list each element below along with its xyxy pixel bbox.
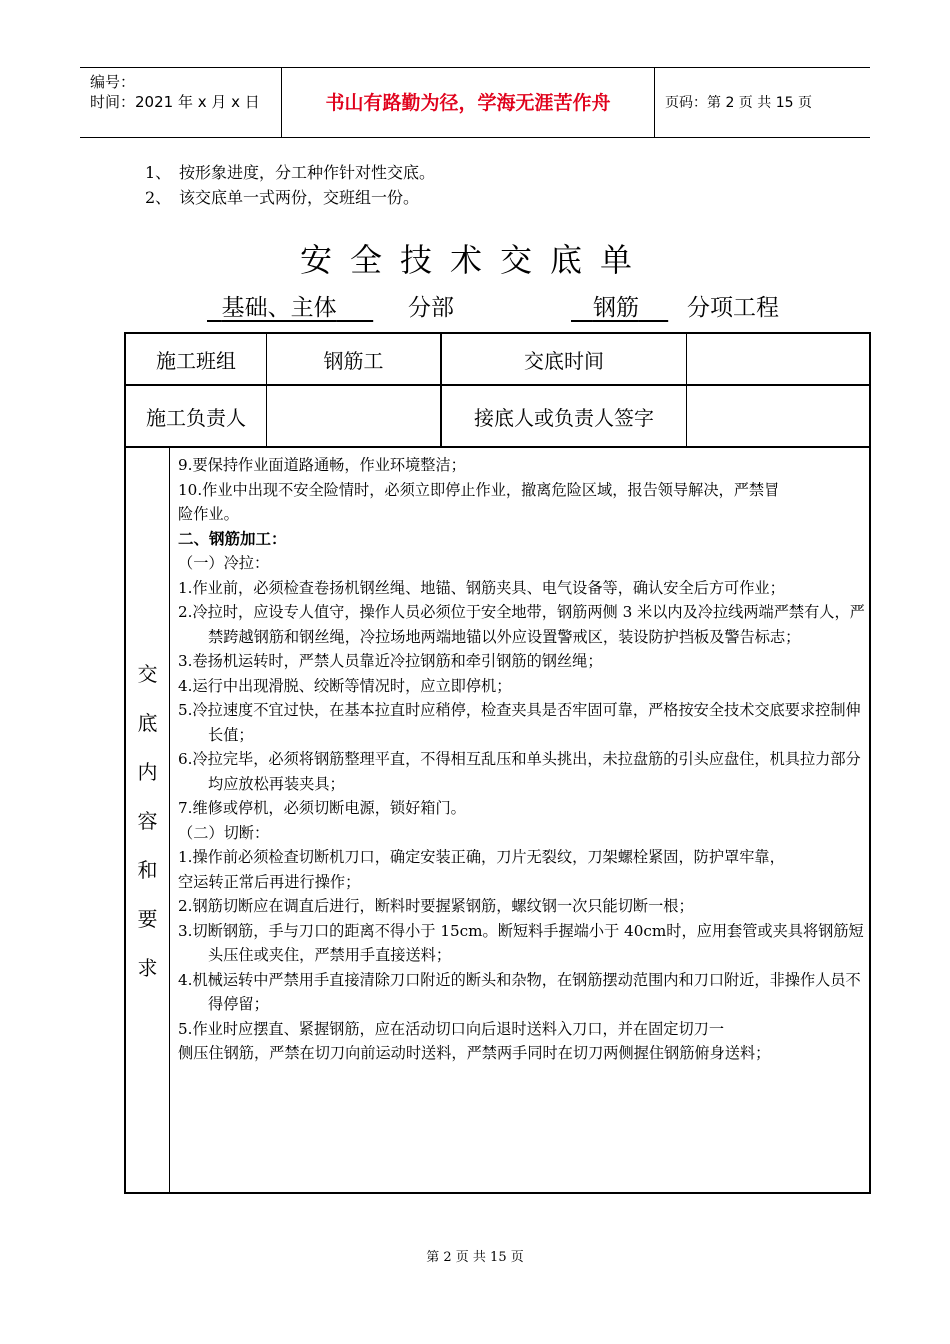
time-label: 交底时间: [524, 348, 604, 373]
time-value[interactable]: [687, 334, 869, 384]
section-heading: 二、钢筋加工：: [178, 529, 287, 548]
number-label: 编号：: [90, 73, 136, 91]
page-footer: 第 2 页 共 15 页: [426, 1250, 524, 1265]
team-value: 钢筋工: [323, 348, 384, 373]
subtitle-item: 钢筋: [592, 295, 639, 321]
document-title: 安全技术交底单: [299, 241, 650, 279]
content-body: [178, 453, 866, 1066]
subsection-heading: （一）冷拉：: [178, 554, 270, 572]
content-line: 9.要保持作业面道路通畅，作业环境整洁；: [178, 456, 466, 474]
leader-value[interactable]: [267, 386, 440, 446]
content-line: 5.作业时应摆直、紧握钢筋，应在活动切口向后退时送料入刀口，并在固定切刀一: [178, 1019, 725, 1038]
content-line: 6.冷拉完毕，必须将钢筋整理平直，不得相互乱压和单头挑出，未拉盘筋的引头应盘住，机具拉力部分均应放松再装夹具；: [178, 750, 861, 793]
leader-label: 施工负责人: [146, 405, 246, 430]
content-line: 4.机械运转中严禁用手直接清除刀口附近的断头和杂物，在钢筋摆动范围内和刀口附近，非操作人员不得停留；: [178, 970, 861, 1013]
content-line: 5.冷拉速度不宜过快，在基本拉直时应稍停，检查夹具是否牢固可靠，严格按安全技术交底要求控制伸长值；: [178, 701, 861, 744]
note-number: 1、: [145, 163, 172, 182]
team-label: 施工班组: [156, 348, 236, 373]
safety-briefing-table: [124, 332, 871, 1194]
note-number: 2、: [145, 188, 172, 207]
content-label-cell: [126, 451, 169, 1192]
header-meta: [90, 72, 260, 112]
content-line: 7.维修或停机，必须切断电源，锁好箱门。: [178, 799, 466, 817]
header-page-info: 页码：第 2 页 共 15 页: [665, 95, 812, 111]
content-line: 侧压住钢筋，严禁在切刀向前运动时送料，严禁两手同时在切刀两侧握住钢筋俯身送料；: [178, 1044, 771, 1062]
content-line: 4.运行中出现滑脱、绞断等情况时，应立即停机；: [178, 676, 512, 695]
subtitle-part-suffix: 分部: [408, 295, 454, 321]
content-line: 1.作业前，必须检查卷扬机钢丝绳、地锚、钢筋夹具、电气设备等，确认安全后方可作业；: [178, 578, 785, 597]
content-line: 3.卷扬机运转时，严禁人员靠近冷拉钢筋和牵引钢筋的钢丝绳；: [178, 652, 603, 670]
content-line: 2.钢筋切断应在调直后进行，断料时要握紧钢筋，螺纹钢一次只能切断一根；: [178, 897, 694, 915]
content-line: 3.切断钢筋，手与刀口的距离不得小于 15cm。断短料手握端小于 40cm时，应用套管或夹具将钢筋短头压住或夹住，严禁用手直接送料；: [178, 921, 864, 964]
header-motto: 书山有路勤为径，学海无涯苦作舟: [325, 92, 611, 114]
page-header: [80, 67, 870, 138]
content-label: 交底内容和要求: [137, 662, 158, 980]
receiver-label: 接底人或负责人签字: [474, 405, 654, 430]
subtitle-part: 基础、主体: [221, 295, 337, 321]
note-text: 按形象进度，分工种作针对性交底。: [179, 163, 436, 182]
content-line: 空运转正常后再进行操作；: [178, 872, 361, 891]
content-line: 2.冷拉时，应设专人值守，操作人员必须位于安全地带，钢筋两侧 3 米以内及冷拉线两端严禁有人，严禁跨越钢筋和钢丝绳，冷拉场地两端地锚以外应设置警戒区，装设防护挡板及警告标志；: [178, 603, 865, 646]
note-item: [145, 160, 435, 185]
date-label: 时间：2021 年 x 月 x 日: [90, 93, 260, 111]
header-divider: [654, 68, 655, 137]
note-item: [145, 185, 435, 210]
table-rule: [126, 446, 869, 448]
receiver-signature[interactable]: [687, 386, 869, 446]
subtitle-item-suffix: 分项工程: [687, 295, 779, 321]
content-line: 1.操作前必须检查切断机刀口，确定安装正确，刀片无裂纹，刀架螺栓紧固，防护罩牢靠，: [178, 848, 785, 866]
note-text: 该交底单一式两份，交班组一份。: [179, 188, 420, 207]
subsection-heading: （二）切断：: [178, 823, 270, 842]
table-rule: [169, 446, 170, 1192]
content-line: 10.作业中出现不安全险情时，必须立即停止作业，撤离危险区域，报告领导解决，严禁冒: [178, 480, 780, 499]
notes-list: [145, 160, 435, 210]
content-line: 险作业。: [178, 505, 239, 523]
